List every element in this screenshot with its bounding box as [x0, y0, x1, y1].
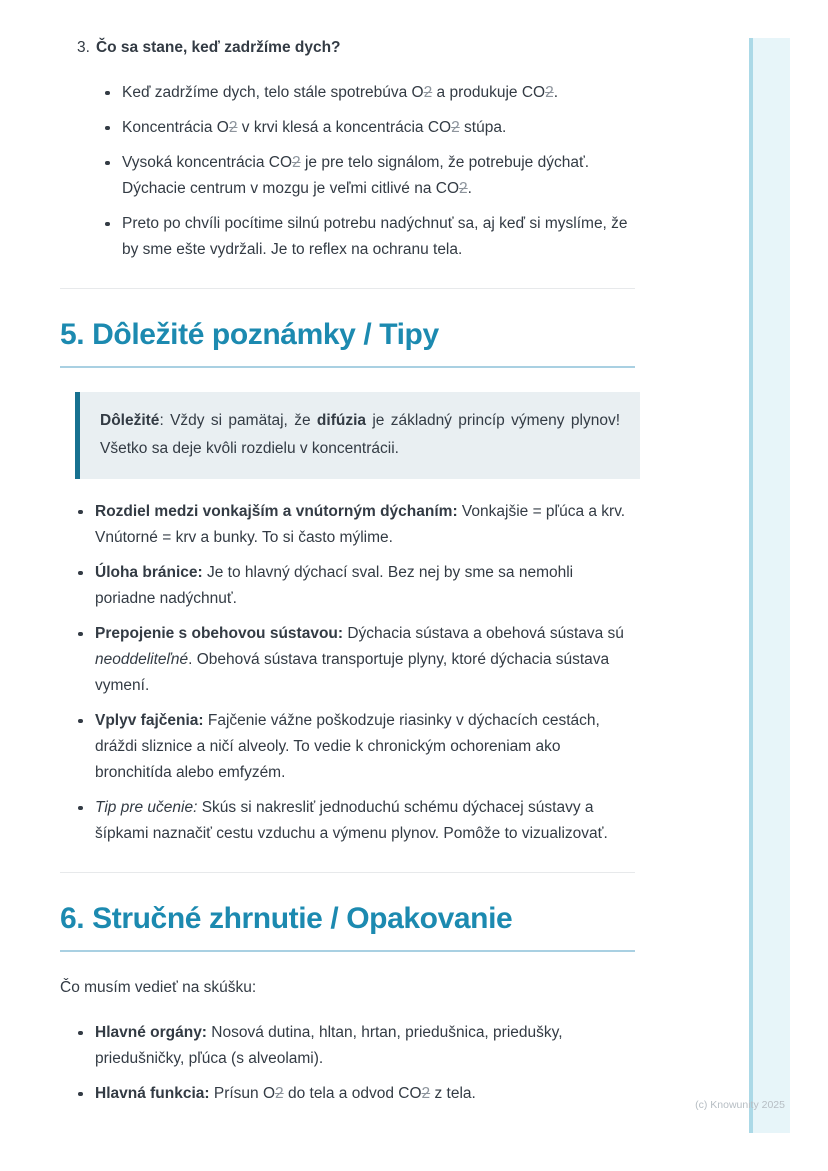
list-item: [87, 211, 635, 263]
list-item-text: Prepojenie s obehovou sústavou: Dýchacia sústava a obehová sústava sú neoddeliteľné. Obehová sústava transportuje plyny, ktoré dýchacia sústava vymení.: [95, 625, 624, 694]
callout-text: Dôležité: Vždy si pamätaj, že difúzia je základný princíp výmeny plynov! Všetko sa deje kvôli rozdielu v koncentrácii.: [100, 412, 620, 457]
list-item: [87, 80, 635, 106]
list-item-text: Rozdiel medzi vonkajším a vnútorným dýchaním: Vonkajšie = pľúca a krv. Vnútorné = krv a bunky. To si často mýlime.: [95, 503, 626, 546]
list-item-text: Úloha bránice: Je to hlavný dýchací sval. Bez nej by sme sa nemohli poriadne nadýchnuť.: [95, 564, 574, 607]
section-5-heading: 5. Dôležité poznámky / Tipy: [60, 316, 635, 368]
list-item-text: Preto po chvíli pocítime silnú potrebu nadýchnuť sa, aj keď si myslíme, že by sme ešte vydržali. Je to reflex na ochranu tela.: [122, 215, 628, 258]
list-item-text: Hlavné orgány: Nosová dutina, hltan, hrtan, priedušnica, priedušky, priedušničky, pľúca (s alveolami).: [95, 1024, 563, 1067]
question-3-title: Čo sa stane, keď zadržíme dych?: [95, 39, 341, 56]
copyright-footer: (c) Knowunity 2025: [695, 1099, 785, 1111]
list-item-text: Hlavná funkcia: Prísun O2 do tela a odvod CO2 z tela.: [95, 1085, 476, 1102]
document-content: [60, 36, 635, 1107]
list-item: [60, 621, 635, 699]
list-item: [60, 499, 635, 551]
list-item: [60, 795, 635, 847]
list-item: [60, 708, 635, 786]
question-3-bullet-list: [60, 80, 635, 263]
question-3-number: 3.: [77, 39, 90, 56]
list-item-text: Keď zadržíme dych, telo stále spotrebúva O2 a produkuje CO2.: [122, 84, 559, 101]
list-item: [87, 115, 635, 141]
question-3-heading: [60, 36, 635, 60]
section-divider: [60, 288, 635, 289]
list-item: [60, 1020, 635, 1072]
section-6-bullet-list: [60, 1020, 635, 1107]
section-6-intro: Čo musím vedieť na skúšku:: [60, 979, 257, 996]
list-item: [60, 1081, 635, 1107]
section-divider: [60, 872, 635, 873]
important-callout: [75, 392, 640, 479]
list-item-text: Vysoká koncentrácia CO2 je pre telo signálom, že potrebuje dýchať. Dýchacie centrum v mozgu je veľmi citlivé na CO2.: [122, 154, 590, 197]
list-item-text: Tip pre učenie: Skús si nakresliť jednoduchú schému dýchacej sústavy a šípkami naznačiť cestu vzduchu a výmenu plynov. Pomôže to vizualizovať.: [95, 799, 608, 842]
section-5-bullet-list: [60, 499, 635, 847]
right-page-edge-strip: [749, 38, 790, 1133]
list-item: [87, 150, 635, 202]
list-item-text: Koncentrácia O2 v krvi klesá a koncentrácia CO2 stúpa.: [122, 119, 507, 136]
list-item-text: Vplyv fajčenia: Fajčenie vážne poškodzuje riasinky v dýchacích cestách, dráždi sliznice a ničí alveoly. To vedie k chronickým ochoreniam ako bronchitída alebo emfyzém.: [95, 712, 600, 781]
list-item: [60, 560, 635, 612]
section-6-heading: 6. Stručné zhrnutie / Opakovanie: [60, 900, 635, 952]
